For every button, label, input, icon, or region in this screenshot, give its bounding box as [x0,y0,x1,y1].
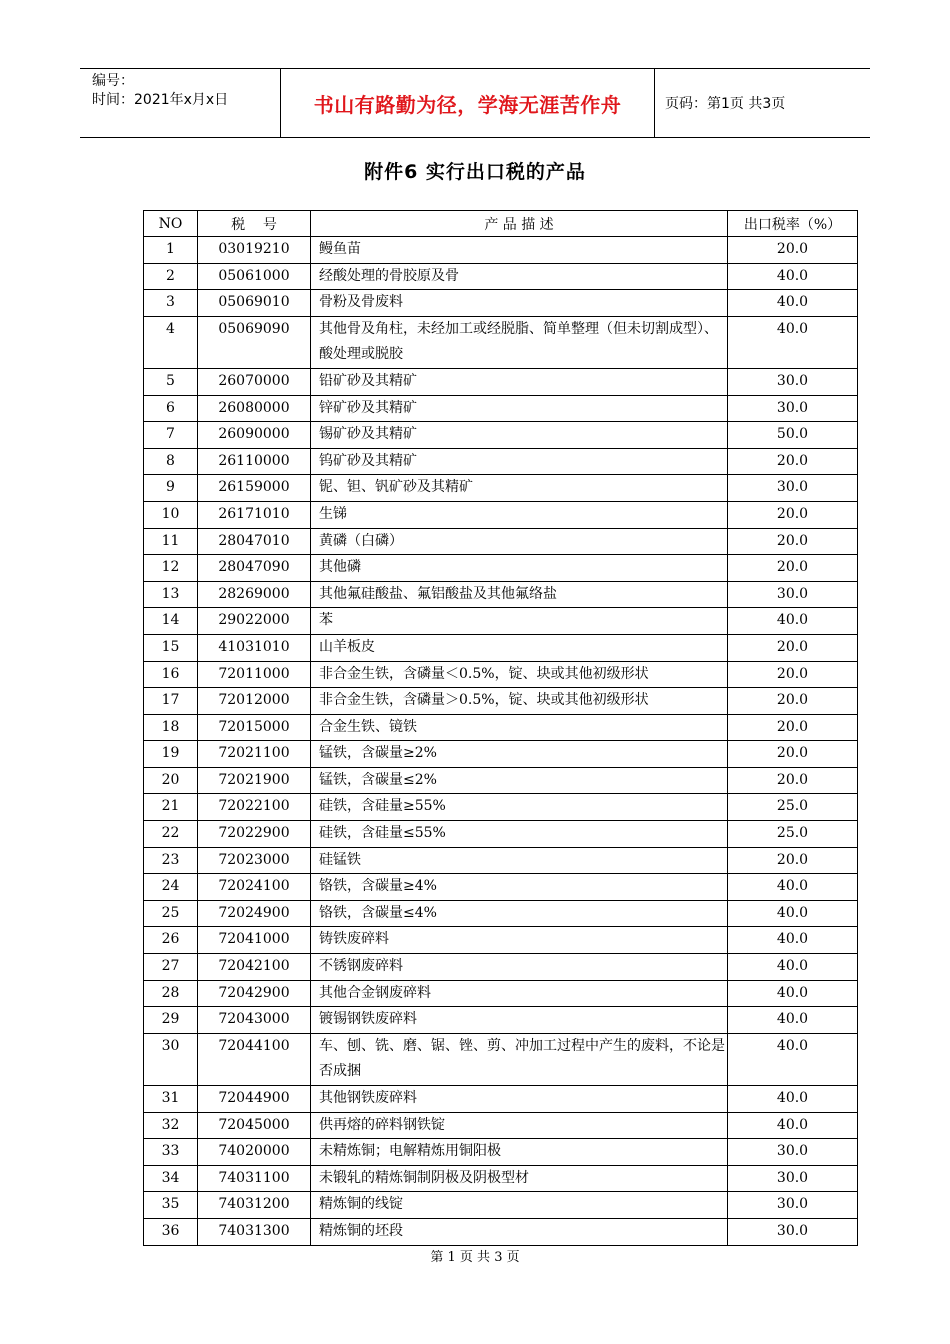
row-number: 4 [144,316,198,368]
product-description: 其他氟硅酸盐、氟铝酸盐及其他氟络盐 [311,581,728,608]
tax-code: 72043000 [198,1007,311,1034]
tax-code: 05069090 [198,316,311,368]
export-tax-rate: 20.0 [728,714,858,741]
table-row [144,528,858,555]
export-tax-rate: 40.0 [728,954,858,981]
export-tax-rate: 40.0 [728,263,858,290]
tax-code: 72042900 [198,980,311,1007]
product-description: 苯 [311,608,728,635]
export-tax-rate: 20.0 [728,501,858,528]
tax-code: 72022900 [198,821,311,848]
table-row [144,448,858,475]
product-description: 山羊板皮 [311,634,728,661]
tax-code: 72023000 [198,847,311,874]
row-number: 1 [144,237,198,264]
page-footer: 第 1 页 共 3 页 [430,1250,520,1265]
document-title: 附件6 实行出口税的产品 [364,161,586,183]
table-row [144,900,858,927]
export-tax-rate: 20.0 [728,847,858,874]
table-row [144,767,858,794]
row-number: 11 [144,528,198,555]
tax-code: 72012000 [198,688,311,715]
product-description: 合金生铁、镜铁 [311,714,728,741]
export-tax-rate: 30.0 [728,1165,858,1192]
export-tax-rate: 20.0 [728,767,858,794]
tax-code: 26110000 [198,448,311,475]
product-description: 精炼铜的线锭 [311,1192,728,1219]
product-description: 锡矿砂及其精矿 [311,422,728,449]
export-tax-rate: 40.0 [728,874,858,901]
table-header-row [144,211,858,237]
export-tax-rate: 30.0 [728,1192,858,1219]
export-tax-rate: 20.0 [728,528,858,555]
tax-code: 74031200 [198,1192,311,1219]
row-number: 27 [144,954,198,981]
table-row [144,422,858,449]
row-number: 23 [144,847,198,874]
product-description: 未锻轧的精炼铜制阴极及阴极型材 [311,1165,728,1192]
table-row [144,847,858,874]
table-row [144,661,858,688]
export-tax-rate: 20.0 [728,448,858,475]
product-description: 生锑 [311,501,728,528]
table-row [144,263,858,290]
row-number: 33 [144,1139,198,1166]
row-number: 26 [144,927,198,954]
table-row [144,1165,858,1192]
row-number: 13 [144,581,198,608]
row-number: 28 [144,980,198,1007]
table-row [144,1139,858,1166]
tax-code: 05069010 [198,290,311,317]
row-number: 12 [144,555,198,582]
tax-code: 26090000 [198,422,311,449]
table-row [144,475,858,502]
table-row [144,1033,858,1085]
page-header [80,68,870,138]
row-number: 24 [144,874,198,901]
export-tax-rate: 20.0 [728,741,858,768]
tax-code: 72015000 [198,714,311,741]
row-number: 31 [144,1086,198,1113]
export-tax-rate: 40.0 [728,927,858,954]
export-tax-rate: 20.0 [728,555,858,582]
tax-code: 28269000 [198,581,311,608]
row-number: 14 [144,608,198,635]
tax-code: 72045000 [198,1112,311,1139]
column-header-code: 税 号 [198,211,311,237]
tax-code: 72021900 [198,767,311,794]
product-description: 鳗鱼苗 [311,237,728,264]
tax-code: 74031300 [198,1218,311,1245]
export-tax-rate: 30.0 [728,1218,858,1245]
tax-code: 74031100 [198,1165,311,1192]
tax-code: 26159000 [198,475,311,502]
export-tax-rate: 25.0 [728,821,858,848]
header-meta [80,69,281,137]
product-description: 铬铁，含碳量≤4% [311,900,728,927]
product-description: 硅铁，含硅量≤55% [311,821,728,848]
table-row [144,237,858,264]
product-description: 其他骨及角柱，未经加工或经脱脂、简单整理（但未切割成型）、酸处理或脱胶 [311,316,728,368]
export-tax-rate: 30.0 [728,1139,858,1166]
tax-code: 03019210 [198,237,311,264]
export-tax-rate: 20.0 [728,237,858,264]
row-number: 20 [144,767,198,794]
export-tax-rate: 30.0 [728,368,858,395]
row-number: 6 [144,395,198,422]
table-row [144,1007,858,1034]
row-number: 8 [144,448,198,475]
product-description: 经酸处理的骨胶原及骨 [311,263,728,290]
table-row [144,1192,858,1219]
row-number: 9 [144,475,198,502]
row-number: 3 [144,290,198,317]
table-row [144,954,858,981]
export-tax-rate: 40.0 [728,1033,858,1085]
tax-code: 72044100 [198,1033,311,1085]
table-row [144,501,858,528]
export-tax-rate: 50.0 [728,422,858,449]
export-tax-rate: 40.0 [728,1086,858,1113]
row-number: 5 [144,368,198,395]
table-row [144,1112,858,1139]
row-number: 25 [144,900,198,927]
header-time: 时间：2021年x月x日 [92,92,229,108]
row-number: 2 [144,263,198,290]
tax-code: 28047010 [198,528,311,555]
row-number: 17 [144,688,198,715]
table-row [144,714,858,741]
tax-code: 72024100 [198,874,311,901]
tax-code: 41031010 [198,634,311,661]
row-number: 10 [144,501,198,528]
product-description: 铸铁废碎料 [311,927,728,954]
table-row [144,316,858,368]
product-description: 其他钢铁废碎料 [311,1086,728,1113]
table-row [144,794,858,821]
product-description: 铅矿砂及其精矿 [311,368,728,395]
export-tax-rate: 30.0 [728,581,858,608]
header-page: 页码：第1页 共3页 [665,96,786,112]
product-description: 钨矿砂及其精矿 [311,448,728,475]
export-tax-rate: 40.0 [728,980,858,1007]
tax-code: 72021100 [198,741,311,768]
export-tax-rate: 20.0 [728,688,858,715]
export-tax-rate: 40.0 [728,290,858,317]
product-description: 其他磷 [311,555,728,582]
table-row [144,980,858,1007]
export-tax-rate: 25.0 [728,794,858,821]
tax-code: 26171010 [198,501,311,528]
row-number: 21 [144,794,198,821]
export-tax-rate: 40.0 [728,1007,858,1034]
product-description: 不锈钢废碎料 [311,954,728,981]
table-row [144,688,858,715]
row-number: 22 [144,821,198,848]
product-description: 骨粉及骨废料 [311,290,728,317]
product-description: 锰铁，含碳量≤2% [311,767,728,794]
table-row [144,290,858,317]
tax-code: 72042100 [198,954,311,981]
tax-code: 72041000 [198,927,311,954]
export-tax-rate: 40.0 [728,608,858,635]
export-tax-rate: 40.0 [728,316,858,368]
table-row [144,874,858,901]
product-description: 铌、钽、钒矿砂及其精矿 [311,475,728,502]
table-row [144,395,858,422]
row-number: 30 [144,1033,198,1085]
table-row [144,581,858,608]
export-tax-rate: 40.0 [728,1112,858,1139]
table-row [144,634,858,661]
row-number: 7 [144,422,198,449]
product-description: 供再熔的碎料钢铁锭 [311,1112,728,1139]
row-number: 15 [144,634,198,661]
row-number: 34 [144,1165,198,1192]
row-number: 35 [144,1192,198,1219]
product-description: 未精炼铜；电解精炼用铜阳极 [311,1139,728,1166]
product-description: 车、刨、铣、磨、锯、锉、剪、冲加工过程中产生的废料，不论是否成捆 [311,1033,728,1085]
table-row [144,741,858,768]
export-tax-rate: 20.0 [728,634,858,661]
column-header-rate: 出口税率（%） [728,211,858,237]
tax-code: 72022100 [198,794,311,821]
column-header-no: NO [144,211,198,237]
export-tax-rate: 30.0 [728,475,858,502]
tax-code: 72024900 [198,900,311,927]
export-tax-rate: 30.0 [728,395,858,422]
table-row [144,821,858,848]
product-description: 硅锰铁 [311,847,728,874]
tax-code: 29022000 [198,608,311,635]
tax-code: 26080000 [198,395,311,422]
table-body [144,237,858,1246]
export-tax-table [143,210,858,1246]
row-number: 32 [144,1112,198,1139]
product-description: 镀锡钢铁废碎料 [311,1007,728,1034]
row-number: 19 [144,741,198,768]
product-description: 非合金生铁，含磷量＜0.5%，锭、块或其他初级形状 [311,661,728,688]
header-motto: 书山有路勤为径，学海无涯苦作舟 [281,69,655,137]
row-number: 18 [144,714,198,741]
product-description: 精炼铜的坯段 [311,1218,728,1245]
tax-code: 72044900 [198,1086,311,1113]
table-row [144,1218,858,1245]
header-number: 编号： [92,73,134,89]
column-header-description: 产 品 描 述 [311,211,728,237]
table-row [144,555,858,582]
product-description: 黄磷（白磷） [311,528,728,555]
row-number: 29 [144,1007,198,1034]
export-tax-rate: 20.0 [728,661,858,688]
tax-code: 74020000 [198,1139,311,1166]
export-tax-rate: 40.0 [728,900,858,927]
product-description: 非合金生铁，含磷量＞0.5%，锭、块或其他初级形状 [311,688,728,715]
tax-code: 05061000 [198,263,311,290]
table-row [144,1086,858,1113]
product-description: 锰铁，含碳量≥2% [311,741,728,768]
tax-code: 72011000 [198,661,311,688]
row-number: 36 [144,1218,198,1245]
table-row [144,608,858,635]
product-description: 其他合金钢废碎料 [311,980,728,1007]
product-description: 铬铁，含碳量≥4% [311,874,728,901]
tax-code: 26070000 [198,368,311,395]
product-description: 锌矿砂及其精矿 [311,395,728,422]
product-description: 硅铁，含硅量≥55% [311,794,728,821]
table-row [144,927,858,954]
tax-code: 28047090 [198,555,311,582]
table-row [144,368,858,395]
row-number: 16 [144,661,198,688]
